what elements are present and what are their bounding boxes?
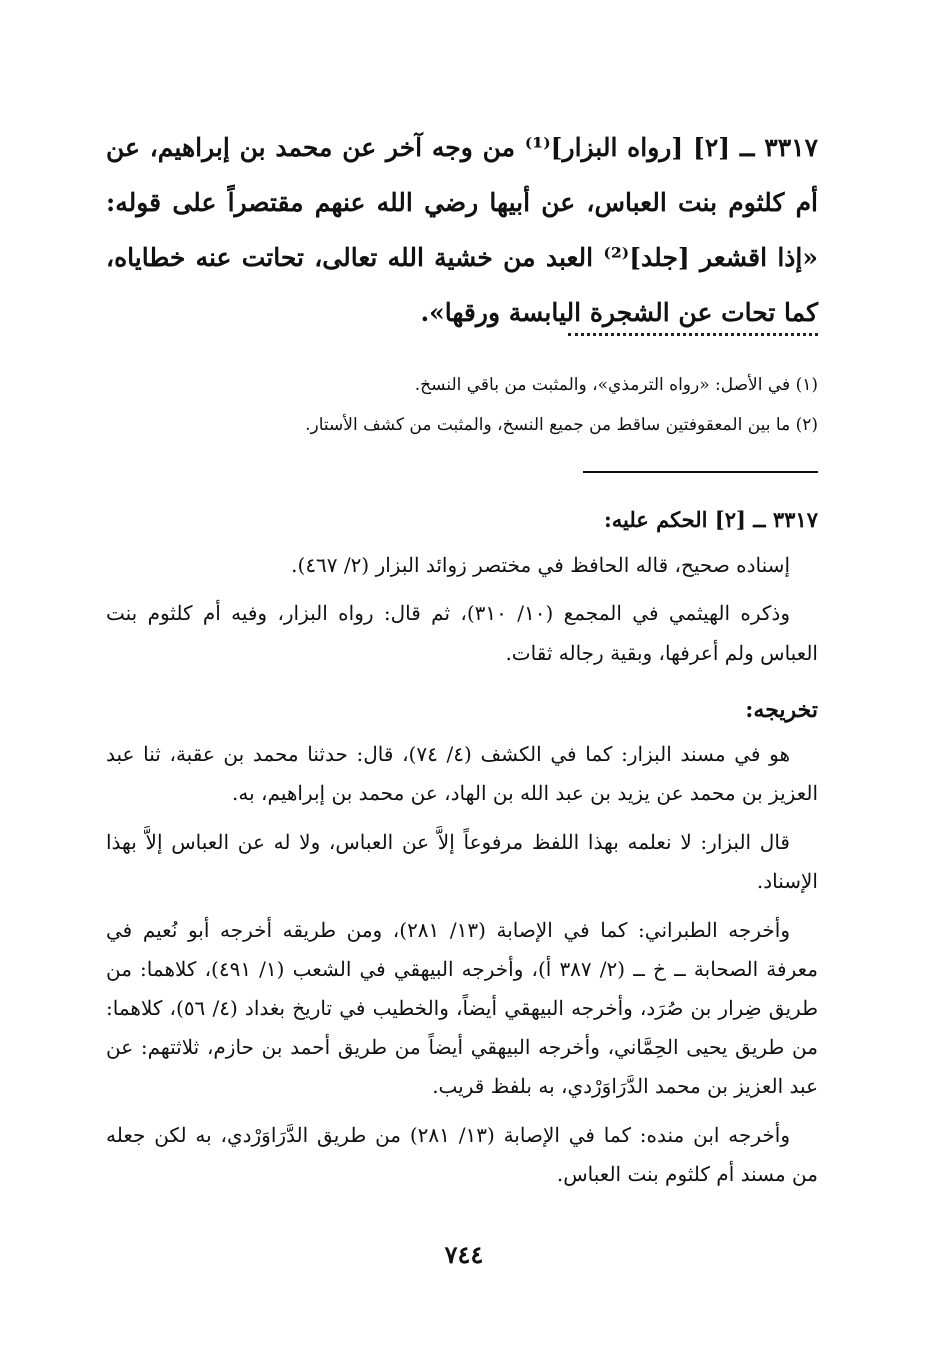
hadith-text: ٣٣١٧ ــ [٢] [رواه البزار]⁽¹⁾ من وجه آخر عن محمد بن إبراهيم، عن أم كلثوم بنت العباس، عن أبيها رضي الله عنهم مقتصراً على قوله: «إذا اقشعر [جلد]⁽²⁾ العبد من خشية الله تعالى، تحاتت عنه خطاياه، كما تحات عن الشجرة اليابسة ورقها». xyxy=(106,133,818,327)
ruling-paragraph-1: إسناده صحيح، قاله الحافظ في مختصر زوائد البزار (٢/ ٤٦٧). xyxy=(291,553,790,577)
takhrij-section xyxy=(106,735,818,1204)
footnote-divider xyxy=(568,333,818,346)
ruling-heading: ٣٣١٧ ــ [٢] الحكم عليه: xyxy=(603,507,818,532)
takhrij-heading: تخريجه: xyxy=(745,697,818,723)
section-separator xyxy=(583,471,818,473)
takhrij-paragraph-1: هو في مسند البزار: كما في الكشف (٤/ ٧٤)، قال: حدثنا محمد بن عقبة، ثنا عبد العزيز بن محمد عن يزيد بن عبد الله بن الهاد، عن محمد بن إبراهيم، به. xyxy=(106,742,818,805)
takhrij-paragraph-2: قال البزار: لا نعلمه بهذا اللفظ مرفوعاً إلاَّ عن العباس، ولا له عن العباس إلاَّ بهذا الإسناد. xyxy=(106,830,818,893)
footnote-1: (١) في الأصل: «رواه الترمذي»، والمثبت من باقي النسخ. xyxy=(414,375,818,395)
footnote-2: (٢) ما بين المعقوفتين ساقط من جميع النسخ، والمثبت من كشف الأستار. xyxy=(305,415,818,435)
ruling-paragraph-2: وذكره الهيثمي في المجمع (١٠/ ٣١٠)، ثم قال: رواه البزار، وفيه أم كلثوم بنت العباس ولم أعرفها، وبقية رجاله ثقات. xyxy=(106,601,818,665)
page-number: ٧٤٤ xyxy=(444,1240,484,1269)
footnotes xyxy=(106,365,818,445)
takhrij-paragraph-4: وأخرجه ابن منده: كما في الإصابة (١٣/ ٢٨١) من طريق الدَّرَاوَرْدي، به لكن جعله من مسند أم كلثوم بنت العباس. xyxy=(106,1123,818,1186)
takhrij-paragraph-3: وأخرجه الطبراني: كما في الإصابة (١٣/ ٢٨١)، ومن طريقه أخرجه أبو نُعيم في معرفة الصحابة ــ خ ــ (٢/ ٣٨٧ أ)، وأخرجه البيهقي في الشعب (١/ ٤٩١)، كلاهما: من طريق ضِرار بن صُرَد، وأخرجه البيهقي أيضاً، والخطيب في تاريخ بغداد (٤/ ٥٦)، كلاهما: من طريق يحيى الحِمَّاني، وأخرجه البيهقي أيضاً من طريق أحمد بن حازم، ثلاثتهم: عن عبد العزيز بن محمد الدَّرَاوَرْدي، به بلفظ قريب. xyxy=(106,918,818,1098)
ruling-section xyxy=(106,545,818,681)
